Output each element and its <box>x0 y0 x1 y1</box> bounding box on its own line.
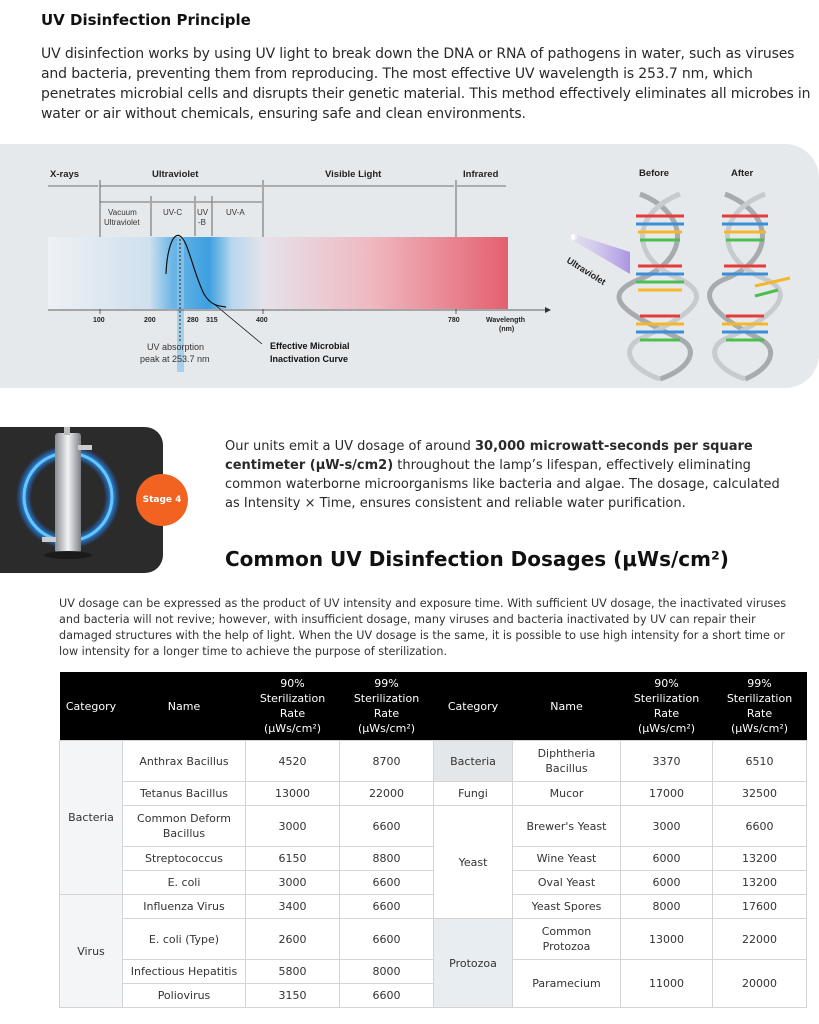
name-cell: Wine Yeast <box>513 847 621 871</box>
curve-label-2: Inactivation Curve <box>270 354 349 364</box>
dna-after-icon <box>710 194 790 379</box>
uv-spectrum-diagram <box>0 144 819 388</box>
value-90-cell: 6000 <box>621 871 713 895</box>
dosage-summary-post: throughout the lamp’s lifespan, effectively eliminating common waterborne microorganisms like bacteria and algae. The dosage, calculated as Intensity × Time, ensures consistent and reliable water purification. <box>225 458 780 511</box>
subband-uvb-2: -B <box>198 218 206 227</box>
value-99-cell: 6600 <box>340 984 434 1008</box>
table-row <box>60 806 807 847</box>
category-cell: Bacteria <box>434 741 513 782</box>
tick-280: 280 <box>187 317 199 324</box>
header-90: 90% Sterilization Rate (μWs/cm²) <box>246 672 340 741</box>
axis-label-2: (nm) <box>499 326 515 333</box>
table-row <box>60 782 807 806</box>
dna-after-label: After <box>731 168 754 179</box>
value-99-cell: 13200 <box>713 847 807 871</box>
subband-vacuum-2: Ultraviolet <box>104 218 140 227</box>
curve-label-1: Effective Microbial <box>270 341 350 351</box>
category-cell: Yeast <box>434 806 513 919</box>
name-cell: Streptococcus <box>123 847 246 871</box>
spectrum-bar <box>48 237 508 309</box>
name-cell: Oval Yeast <box>513 871 621 895</box>
header-category-2: Category <box>434 672 513 741</box>
subband-uvb-1: UV <box>197 208 209 217</box>
value-99-cell: 17600 <box>713 895 807 919</box>
value-90-cell: 13000 <box>621 919 713 960</box>
value-99-cell: 8000 <box>340 960 434 984</box>
category-cell: Fungi <box>434 782 513 806</box>
header-99-2: 99% Sterilization Rate (μWs/cm²) <box>713 672 807 741</box>
value-90-cell: 5800 <box>246 960 340 984</box>
header-90-2: 90% Sterilization Rate (μWs/cm²) <box>621 672 713 741</box>
value-90-cell: 3370 <box>621 741 713 782</box>
name-cell: Infectious Hepatitis <box>123 960 246 984</box>
table-row <box>60 847 807 871</box>
header-name-2: Name <box>513 672 621 741</box>
value-90-cell: 3000 <box>246 806 340 847</box>
value-99-cell: 32500 <box>713 782 807 806</box>
value-99-cell: 8700 <box>340 741 434 782</box>
band-infrared: Infrared <box>463 169 499 180</box>
value-90-cell: 3000 <box>246 871 340 895</box>
value-99-cell: 22000 <box>713 919 807 960</box>
name-cell: E. coli <box>123 871 246 895</box>
value-90-cell: 13000 <box>246 782 340 806</box>
band-xrays: X-rays <box>50 169 80 180</box>
value-90-cell: 3150 <box>246 984 340 1008</box>
value-99-cell: 6510 <box>713 741 807 782</box>
subband-vacuum-1: Vacuum <box>108 208 137 217</box>
stage-badge: Stage 4 <box>136 474 188 526</box>
value-99-cell: 8800 <box>340 847 434 871</box>
value-90-cell: 6000 <box>621 847 713 871</box>
value-99-cell: 6600 <box>340 919 434 960</box>
value-99-cell: 6600 <box>340 871 434 895</box>
dosage-heading: Common UV Disinfection Dosages (μWs/cm²) <box>225 547 729 571</box>
value-99-cell: 6600 <box>340 806 434 847</box>
section-title: UV Disinfection Principle <box>41 11 251 29</box>
value-90-cell: 11000 <box>621 960 713 1008</box>
band-visible: Visible Light <box>325 169 382 180</box>
dna-before-label: Before <box>639 168 670 179</box>
name-cell: Poliovirus <box>123 984 246 1008</box>
value-90-cell: 2600 <box>246 919 340 960</box>
uv-beam-label: Ultraviolet <box>564 255 608 288</box>
category-cell: Virus <box>60 895 123 1008</box>
value-99-cell: 6600 <box>340 895 434 919</box>
subband-uvc: UV-C <box>163 208 183 217</box>
tick-100: 100 <box>93 317 105 324</box>
category-cell: Protozoa <box>434 919 513 1008</box>
value-90-cell: 8000 <box>621 895 713 919</box>
name-cell: Influenza Virus <box>123 895 246 919</box>
name-cell: Common Protozoa <box>513 919 621 960</box>
dosage-table <box>59 672 807 1008</box>
value-90-cell: 4520 <box>246 741 340 782</box>
value-90-cell: 17000 <box>621 782 713 806</box>
name-cell: Yeast Spores <box>513 895 621 919</box>
dosage-summary <box>225 437 795 513</box>
name-cell: Brewer's Yeast <box>513 806 621 847</box>
table-row <box>60 895 807 919</box>
tick-780: 780 <box>448 317 460 324</box>
subband-uva: UV-A <box>226 208 245 217</box>
value-99-cell: 13200 <box>713 871 807 895</box>
name-cell: Tetanus Bacillus <box>123 782 246 806</box>
band-ultraviolet: Ultraviolet <box>152 169 199 180</box>
name-cell: E. coli (Type) <box>123 919 246 960</box>
dosage-summary-pre: Our units emit a UV dosage of around <box>225 439 476 454</box>
tick-400: 400 <box>256 317 268 324</box>
axis-label-1: Wavelength <box>486 317 526 324</box>
value-90-cell: 3000 <box>621 806 713 847</box>
name-cell: Diphtheria Bacillus <box>513 741 621 782</box>
header-99: 99% Sterilization Rate (μWs/cm²) <box>340 672 434 741</box>
tick-200: 200 <box>144 317 156 324</box>
table-row <box>60 741 807 782</box>
value-90-cell: 6150 <box>246 847 340 871</box>
name-cell: Mucor <box>513 782 621 806</box>
category-cell: Bacteria <box>60 741 123 895</box>
tick-315: 315 <box>206 317 218 324</box>
value-90-cell: 3400 <box>246 895 340 919</box>
header-category: Category <box>60 672 123 741</box>
name-cell: Paramecium <box>513 960 621 1008</box>
value-99-cell: 20000 <box>713 960 807 1008</box>
value-99-cell: 22000 <box>340 782 434 806</box>
dosage-description: UV dosage can be expressed as the product of UV intensity and exposure time. With sufficient UV dosage, the inactivated viruses and bacteria will not revive; however, with insufficient dosage, many viruses and bacteria inactivated by UV can repair their damaged structures with the help of light. When the UV dosage is the same, it is possible to use high intensity for a short time or low intensity for a longer time to achieve the purpose of sterilization. <box>59 597 787 658</box>
table-row <box>60 919 807 960</box>
peak-label-2: peak at 253.7 nm <box>140 354 210 364</box>
table-header-row <box>60 672 807 741</box>
header-name: Name <box>123 672 246 741</box>
table-row <box>60 960 807 984</box>
dna-before-icon <box>619 194 697 379</box>
intro-paragraph: UV disinfection works by using UV light to break down the DNA or RNA of pathogens in water, such as viruses and bacteria, preventing them from reproducing. The most effective UV wavelength is 253.7 nm, which penetrates microbial cells and disrupts their genetic material. This method effectively eliminates all microbes in water or air without chemicals, ensuring safe and clean environments. <box>41 46 811 122</box>
dosage-summary-bold: 30,000 microwatt-seconds per square centimeter (μW-s/cm2) <box>225 439 753 473</box>
table-row <box>60 871 807 895</box>
peak-label-1: UV absorption <box>147 342 205 352</box>
name-cell: Common Deform Bacillus <box>123 806 246 847</box>
name-cell: Anthrax Bacillus <box>123 741 246 782</box>
value-99-cell: 6600 <box>713 806 807 847</box>
